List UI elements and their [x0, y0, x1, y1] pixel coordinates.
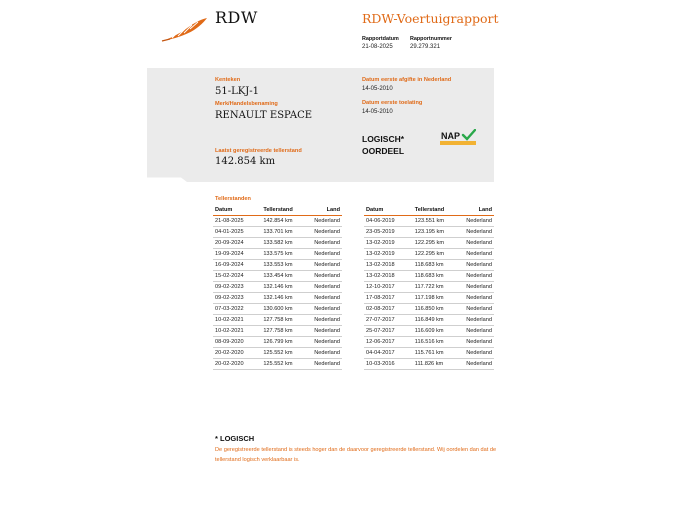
- row-odometer: 133.575 km: [261, 249, 302, 260]
- row-country: Nederland: [454, 293, 494, 304]
- row-country: Nederland: [454, 282, 494, 293]
- first-admission-value: 14-05-2010: [362, 86, 393, 92]
- row-country: Nederland: [303, 359, 343, 370]
- row-odometer: 130.600 km: [261, 304, 302, 315]
- nap-check-logo-icon: [440, 129, 476, 145]
- row-date: 04-04-2017: [364, 348, 413, 359]
- row-date: 23-05-2019: [364, 227, 413, 238]
- row-country: Nederland: [454, 271, 494, 282]
- row-date: 15-02-2024: [213, 271, 261, 282]
- nap-text: NAP: [441, 131, 461, 141]
- table-row: [213, 359, 342, 370]
- report-title: RDW-Voertuigrapport: [362, 11, 499, 26]
- row-country: Nederland: [454, 260, 494, 271]
- row-country: Nederland: [454, 359, 494, 370]
- footnote-text: De geregistreerde tellerstand is steeds hoger dan de daarvoor geregistreerde tellerstand. Wij oordelen dan dat de tellerstand logisch verklaarbaar is.: [215, 447, 497, 463]
- row-odometer: 118.683 km: [413, 271, 454, 282]
- row-odometer: 123.551 km: [413, 216, 454, 227]
- table-row: [213, 348, 342, 359]
- row-country: Nederland: [303, 249, 343, 260]
- row-date: 12-10-2017: [364, 282, 413, 293]
- row-date: 04-01-2025: [213, 227, 261, 238]
- table-row: [213, 249, 342, 260]
- row-country: Nederland: [454, 216, 494, 227]
- row-odometer: 133.582 km: [261, 238, 302, 249]
- row-date: 13-02-2018: [364, 271, 413, 282]
- row-odometer: 116.516 km: [413, 337, 454, 348]
- row-odometer: 132.146 km: [261, 293, 302, 304]
- row-date: 20-09-2024: [213, 238, 261, 249]
- table-row: [213, 216, 342, 227]
- row-country: Nederland: [303, 260, 343, 271]
- table-row: [364, 326, 494, 337]
- row-country: Nederland: [454, 227, 494, 238]
- row-date: 20-02-2020: [213, 348, 261, 359]
- row-date: 21-08-2025: [213, 216, 261, 227]
- row-date: 25-07-2017: [364, 326, 413, 337]
- row-date: 13-02-2019: [364, 249, 413, 260]
- row-date: 12-06-2017: [364, 337, 413, 348]
- row-country: Nederland: [303, 238, 343, 249]
- table-row: [364, 282, 494, 293]
- col-odometer: Tellerstand: [413, 205, 454, 216]
- row-country: Nederland: [303, 293, 343, 304]
- row-odometer: 122.295 km: [413, 249, 454, 260]
- row-date: 09-02-2023: [213, 293, 261, 304]
- row-country: Nederland: [454, 238, 494, 249]
- row-odometer: 116.609 km: [413, 326, 454, 337]
- row-odometer: 123.195 km: [413, 227, 454, 238]
- row-country: Nederland: [303, 216, 343, 227]
- row-odometer: 133.553 km: [261, 260, 302, 271]
- row-country: Nederland: [303, 326, 343, 337]
- row-odometer: 132.146 km: [261, 282, 302, 293]
- report-date-label: Rapportdatum: [362, 36, 399, 42]
- row-country: Nederland: [454, 326, 494, 337]
- table-row: [364, 359, 494, 370]
- row-country: Nederland: [303, 304, 343, 315]
- plate-value: 51-LKJ-1: [215, 86, 259, 97]
- table-row: [364, 315, 494, 326]
- table-header-row: [364, 205, 494, 216]
- table-row: [364, 348, 494, 359]
- table-row: [213, 282, 342, 293]
- row-country: Nederland: [454, 337, 494, 348]
- table-header-row: [213, 205, 342, 216]
- row-odometer: 133.701 km: [261, 227, 302, 238]
- table-row: [364, 238, 494, 249]
- row-country: Nederland: [454, 304, 494, 315]
- row-odometer: 111.826 km: [413, 359, 454, 370]
- table-row: [364, 337, 494, 348]
- table-row: [213, 315, 342, 326]
- table-row: [213, 227, 342, 238]
- row-odometer: 125.552 km: [261, 359, 302, 370]
- row-odometer: 127.758 km: [261, 326, 302, 337]
- row-country: Nederland: [303, 282, 343, 293]
- row-date: 16-09-2024: [213, 260, 261, 271]
- row-odometer: 125.552 km: [261, 348, 302, 359]
- col-country: Land: [303, 205, 343, 216]
- row-odometer: 117.722 km: [413, 282, 454, 293]
- row-odometer: 126.799 km: [261, 337, 302, 348]
- col-odometer: Tellerstand: [261, 205, 302, 216]
- col-date: Datum: [213, 205, 261, 216]
- row-date: 27-07-2017: [364, 315, 413, 326]
- row-date: 02-08-2017: [364, 304, 413, 315]
- odometer-section-title: Tellerstanden: [215, 196, 251, 202]
- row-date: 10-02-2021: [213, 315, 261, 326]
- table-row: [364, 216, 494, 227]
- table-row: [364, 271, 494, 282]
- table-row: [364, 249, 494, 260]
- row-country: Nederland: [303, 315, 343, 326]
- col-country: Land: [454, 205, 494, 216]
- row-country: Nederland: [454, 315, 494, 326]
- row-odometer: 122.295 km: [413, 238, 454, 249]
- report-date: 21-08-2025: [362, 44, 393, 50]
- row-date: 19-09-2024: [213, 249, 261, 260]
- row-date: 10-02-2021: [213, 326, 261, 337]
- row-date: 04-06-2019: [364, 216, 413, 227]
- make-value: RENAULT ESPACE: [215, 110, 313, 121]
- verdict-line-2: OORDEEL: [362, 146, 405, 156]
- table-row: [213, 271, 342, 282]
- row-odometer: 142.854 km: [261, 216, 302, 227]
- row-country: Nederland: [303, 337, 343, 348]
- row-country: Nederland: [303, 271, 343, 282]
- row-odometer: 133.454 km: [261, 271, 302, 282]
- row-date: 09-02-2023: [213, 282, 261, 293]
- report-number-label: Rapportnummer: [410, 36, 452, 42]
- row-odometer: 115.761 km: [413, 348, 454, 359]
- row-odometer: 116.849 km: [413, 315, 454, 326]
- row-odometer: 127.758 km: [261, 315, 302, 326]
- row-date: 13-02-2019: [364, 238, 413, 249]
- row-date: 20-02-2020: [213, 359, 261, 370]
- table-row: [213, 238, 342, 249]
- first-admission-label: Datum eerste afgifte in Nederland: [362, 77, 452, 83]
- row-date: 13-02-2018: [364, 260, 413, 271]
- table-row: [364, 260, 494, 271]
- plate-label: Kenteken: [215, 77, 241, 83]
- row-date: 10-03-2016: [364, 359, 413, 370]
- report-number: 29.279.321: [410, 44, 441, 50]
- row-odometer: 116.850 km: [413, 304, 454, 315]
- last-odometer-value: 142.854 km: [215, 156, 276, 167]
- row-country: Nederland: [454, 249, 494, 260]
- rdw-feather-logo-icon: [160, 16, 208, 42]
- odometer-table-right: [364, 205, 494, 370]
- col-date: Datum: [364, 205, 413, 216]
- table-row: [213, 293, 342, 304]
- brand-name: RDW: [215, 8, 258, 27]
- first-registration-value: 14-05-2010: [362, 109, 393, 115]
- verdict-line-1: LOGISCH*: [362, 134, 405, 144]
- row-country: Nederland: [303, 227, 343, 238]
- row-country: Nederland: [454, 348, 494, 359]
- odometer-table-left: [213, 205, 342, 370]
- row-odometer: 118.683 km: [413, 260, 454, 271]
- table-row: [213, 337, 342, 348]
- vehicle-summary-panel: [147, 68, 494, 182]
- footnote-title: * LOGISCH: [215, 434, 255, 443]
- row-date: 17-08-2017: [364, 293, 413, 304]
- make-label: Merk/Handelsbenaming: [215, 101, 278, 107]
- last-odometer-label: Laatst geregistreerde tellerstand: [215, 148, 302, 154]
- table-row: [364, 227, 494, 238]
- verdict-text: [362, 133, 404, 157]
- first-registration-label: Datum eerste toelating: [362, 100, 423, 106]
- row-country: Nederland: [303, 348, 343, 359]
- table-row: [213, 326, 342, 337]
- table-row: [364, 304, 494, 315]
- table-row: [213, 304, 342, 315]
- table-row: [364, 293, 494, 304]
- row-date: 08-09-2020: [213, 337, 261, 348]
- table-row: [213, 260, 342, 271]
- row-odometer: 117.198 km: [413, 293, 454, 304]
- row-date: 07-03-2022: [213, 304, 261, 315]
